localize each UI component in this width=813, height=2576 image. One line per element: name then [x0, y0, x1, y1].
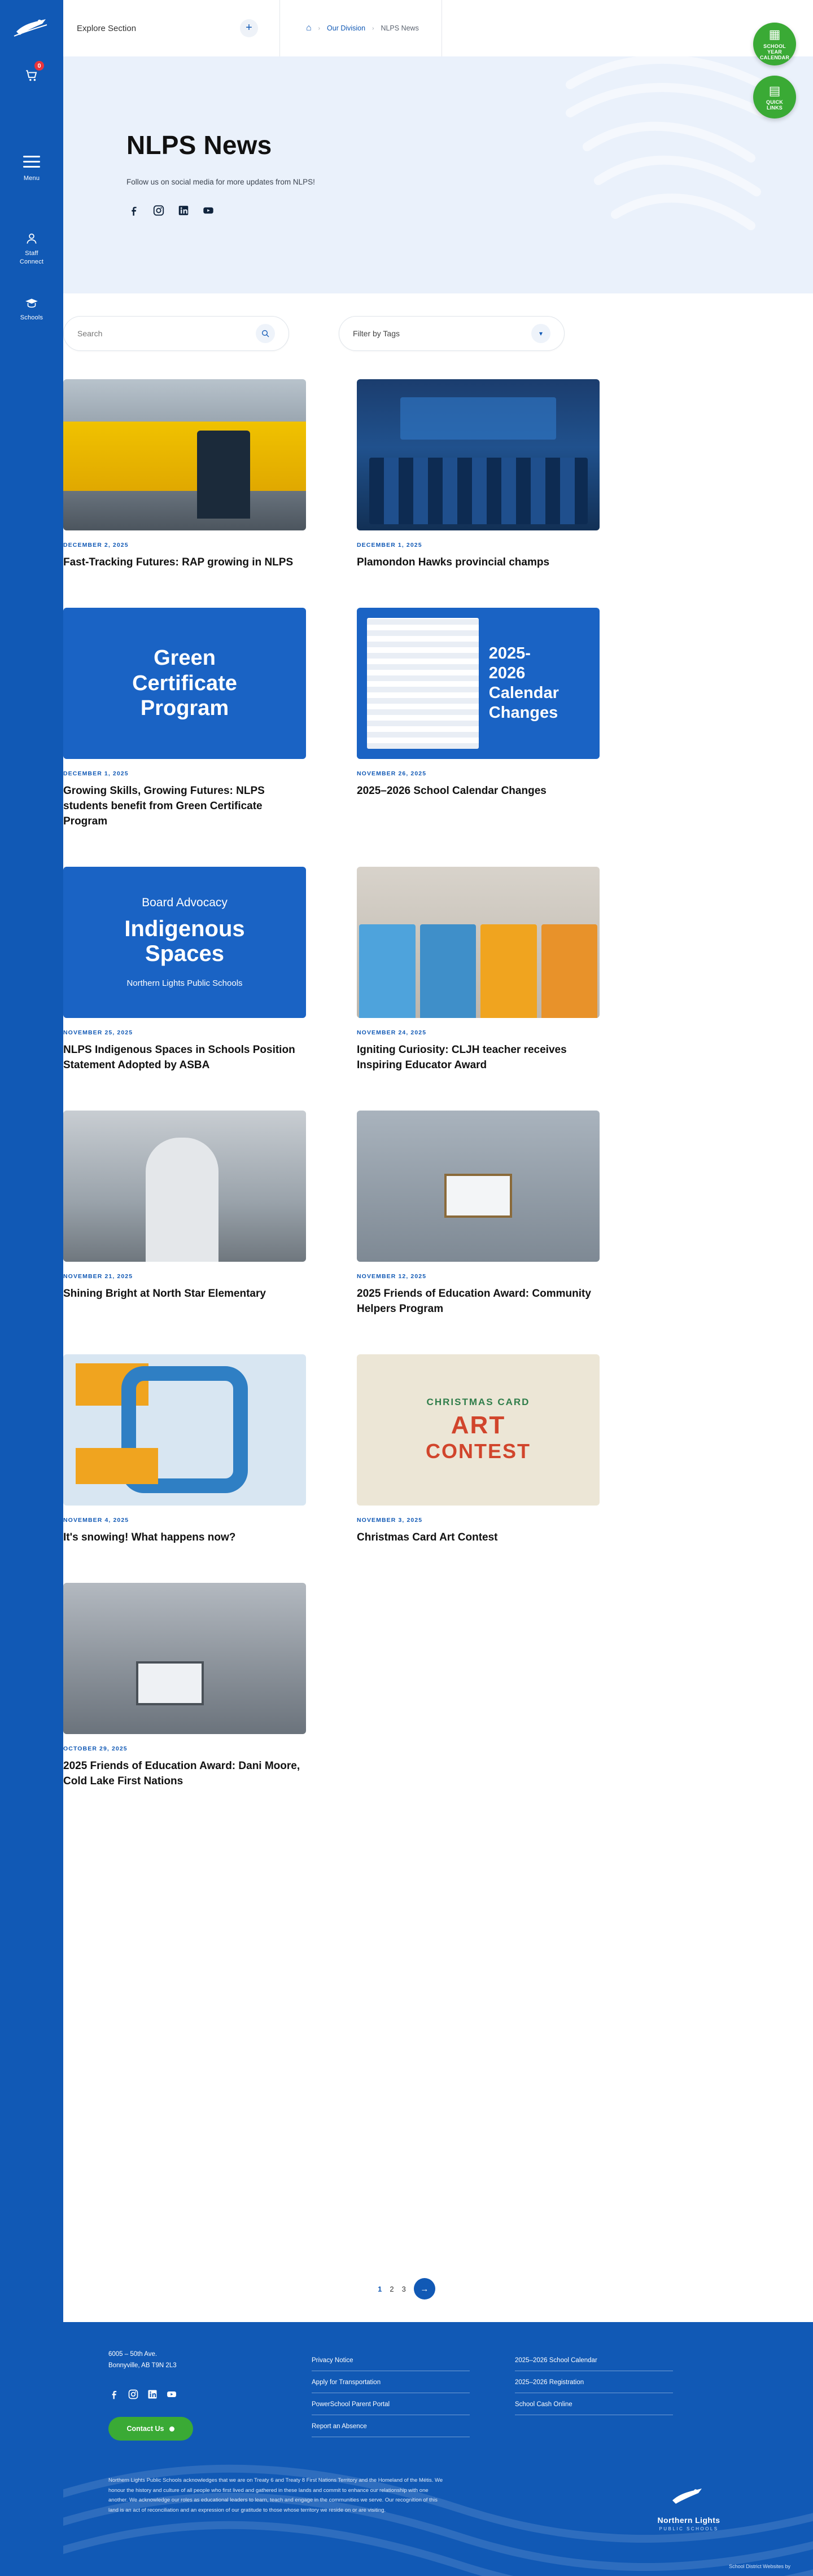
cart-button[interactable] — [19, 63, 44, 88]
staff-connect-label-2: Connect — [19, 258, 44, 265]
footer-link-empty — [515, 2415, 673, 2437]
youtube-icon[interactable] — [201, 203, 216, 218]
search-icon[interactable] — [256, 324, 275, 343]
filter-by-tags-dropdown[interactable] — [339, 316, 565, 351]
school-year-calendar-button[interactable] — [753, 23, 796, 65]
news-title[interactable]: Shining Bright at North Star Elementary — [63, 1287, 266, 1300]
chevron-down-icon[interactable]: ▾ — [531, 324, 550, 343]
news-grid — [63, 379, 750, 1789]
thumbnail-text: Indigenous Spaces — [124, 916, 245, 967]
search-box[interactable] — [63, 316, 289, 351]
breadcrumb-division[interactable]: Our Division — [327, 24, 366, 32]
news-date: NOVEMBER 24, 2025 — [357, 1029, 427, 1036]
calendar-icon: ▦ — [768, 27, 781, 42]
news-date: NOVEMBER 25, 2025 — [63, 1029, 133, 1036]
news-card[interactable] — [357, 608, 600, 830]
linkedin-icon[interactable] — [176, 203, 191, 218]
news-thumbnail[interactable] — [63, 1354, 306, 1506]
news-date: NOVEMBER 3, 2025 — [357, 1516, 423, 1524]
news-card[interactable] — [357, 1111, 600, 1317]
footer-link-school-calendar[interactable]: 2025–2026 School Calendar — [515, 2349, 673, 2371]
news-date: NOVEMBER 21, 2025 — [63, 1272, 133, 1280]
cart-icon — [24, 68, 39, 83]
news-card[interactable] — [63, 1354, 306, 1546]
thumbnail-kicker: CHRISTMAS CARD — [426, 1396, 530, 1407]
news-card[interactable] — [63, 608, 306, 830]
news-date: NOVEMBER 4, 2025 — [63, 1516, 129, 1524]
thumbnail-text: 2025- 2026 Calendar Changes — [488, 644, 559, 722]
cart-badge: 0 — [34, 61, 44, 71]
news-date: NOVEMBER 26, 2025 — [357, 770, 427, 777]
news-title[interactable]: It's snowing! What happens now? — [63, 1531, 236, 1543]
home-icon[interactable]: ⌂ — [306, 23, 312, 33]
news-card[interactable] — [357, 867, 600, 1073]
hero-subtitle: Follow us on social media for more updates from NLPS! — [126, 178, 315, 186]
news-date: DECEMBER 2, 2025 — [63, 542, 129, 548]
footer-address — [108, 2349, 177, 2371]
footer-social-links — [108, 2389, 177, 2403]
quick-links-button[interactable] — [753, 76, 796, 119]
sidebar-item-schools[interactable] — [20, 296, 43, 322]
news-card[interactable] — [63, 379, 306, 571]
breadcrumb-separator: › — [372, 25, 374, 32]
contact-us-label: Contact Us — [126, 2425, 164, 2433]
thumbnail-text: Green Certificate Program — [132, 646, 237, 721]
footer-links — [312, 2349, 741, 2437]
news-thumbnail[interactable] — [357, 1111, 600, 1262]
thumbnail-footer: Northern Lights Public Schools — [126, 978, 243, 989]
fab-label-line2: LINKS — [767, 105, 783, 111]
breadcrumb-current: NLPS News — [381, 24, 419, 32]
news-date: DECEMBER 1, 2025 — [63, 770, 129, 777]
address-line-2: Bonnyville, AB T9N 2L3 — [108, 2362, 177, 2369]
footer-link-report-absence[interactable]: Report an Absence — [312, 2415, 470, 2437]
menu-label: Menu — [23, 175, 40, 182]
schools-label: Schools — [20, 314, 43, 321]
instagram-icon[interactable] — [151, 203, 166, 218]
footer-link-powerschool-parent-portal[interactable]: PowerSchool Parent Portal — [312, 2393, 470, 2415]
news-card[interactable] — [357, 379, 600, 571]
nlps-logo[interactable] — [12, 15, 51, 42]
explore-section-label: Explore Section — [77, 23, 137, 33]
news-title[interactable]: 2025 Friends of Education Award: Community Helpers Program — [357, 1287, 591, 1315]
explore-section-dropdown[interactable] — [77, 0, 280, 56]
breadcrumb — [306, 0, 442, 56]
news-thumbnail[interactable] — [357, 1354, 600, 1506]
news-thumbnail[interactable] — [63, 1583, 306, 1734]
news-title[interactable]: 2025–2026 School Calendar Changes — [357, 784, 547, 797]
news-thumbnail[interactable] — [63, 608, 306, 759]
news-card[interactable] — [63, 1583, 306, 1789]
left-rail — [0, 0, 63, 2576]
footer-logo-subtitle: PUBLIC SCHOOLS — [659, 2526, 719, 2531]
site-footer — [63, 2322, 813, 2576]
page-title: NLPS News — [126, 130, 272, 160]
news-title[interactable]: Igniting Curiosity: CLJH teacher receives Inspiring Educator Award — [357, 1043, 567, 1071]
breadcrumb-separator: › — [318, 25, 321, 32]
news-date: NOVEMBER 12, 2025 — [357, 1272, 427, 1280]
footer-credit[interactable]: School District Websites by — [729, 2564, 790, 2569]
fab-label-line1: QUICK — [766, 99, 783, 105]
decorative-letters — [357, 924, 600, 1018]
contact-us-button[interactable] — [108, 2417, 193, 2441]
logo-mark-icon — [12, 15, 51, 42]
page-2-button[interactable]: 2 — [390, 2284, 394, 2293]
plus-icon[interactable]: + — [240, 19, 258, 37]
news-date: DECEMBER 1, 2025 — [357, 542, 422, 548]
arrow-dot-icon — [169, 2426, 174, 2432]
footer-logo — [638, 2486, 740, 2531]
fab-label-line2: YEAR CALENDAR — [759, 49, 790, 61]
footer-link-apply-transportation[interactable]: Apply for Transportation — [312, 2371, 470, 2393]
youtube-icon[interactable] — [166, 2389, 177, 2403]
news-title[interactable]: Growing Skills, Growing Futures: NLPS students benefit from Green Certificate Program — [63, 784, 265, 827]
address-line-1: 6005 – 50th Ave. — [108, 2351, 158, 2358]
news-thumbnail[interactable] — [63, 1111, 306, 1262]
news-card[interactable] — [63, 1111, 306, 1317]
page-3-button[interactable]: 3 — [401, 2284, 406, 2293]
news-thumbnail[interactable] — [357, 608, 600, 759]
thumbnail-kicker: Board Advocacy — [142, 896, 228, 910]
search-input[interactable] — [77, 329, 256, 338]
footer-logo-title: Northern Lights — [657, 2516, 720, 2525]
floating-action-buttons — [753, 23, 796, 129]
news-thumbnail[interactable] — [63, 379, 306, 530]
pagination — [0, 2278, 813, 2299]
news-title[interactable]: Plamondon Hawks provincial champs — [357, 556, 550, 568]
page-1-button[interactable]: 1 — [378, 2284, 382, 2293]
graduation-cap-icon — [24, 296, 40, 310]
news-card[interactable] — [63, 867, 306, 1073]
news-card[interactable] — [357, 1354, 600, 1546]
news-title[interactable]: Christmas Card Art Contest — [357, 1531, 498, 1543]
news-date: OCTOBER 29, 2025 — [63, 1745, 128, 1752]
land-acknowledgement: Northern Lights Public Schools acknowledges that we are on Treaty 6 and Treaty 8 First Nations Territory and the Homeland of the Métis. We honour the history and culture of all people who first lived and gathered in these lands and commit to enhance our relationship with one another. We acknowledge our roles as educational leaders to learn, teach and engage in the communities we serve. Our recognition of this land is an act of reconciliation and an expression of our gratitude to those whose territory we reside on or are visiting. — [108, 2477, 443, 2513]
hero-social-links — [126, 203, 315, 218]
thumbnail-subtext: CONTEST — [425, 1439, 531, 1463]
menu-button[interactable] — [23, 156, 40, 182]
news-title[interactable]: 2025 Friends of Education Award: Dani Moore, Cold Lake First Nations — [63, 1759, 300, 1787]
news-title[interactable]: Fast-Tracking Futures: RAP growing in NLPS — [63, 556, 294, 568]
footer-link-school-cash-online[interactable]: School Cash Online — [515, 2393, 673, 2415]
grid-icon: ▤ — [768, 83, 781, 98]
footer-link-privacy-notice[interactable]: Privacy Notice — [312, 2349, 470, 2371]
news-controls — [63, 316, 750, 351]
facebook-icon[interactable] — [108, 2389, 120, 2403]
top-bar — [63, 0, 813, 56]
hamburger-icon — [23, 156, 40, 171]
thumbnail-text: ART — [451, 1411, 506, 1439]
news-thumbnail[interactable] — [357, 379, 600, 530]
filter-label: Filter by Tags — [353, 329, 400, 338]
calendar-image — [367, 618, 479, 749]
logo-mark-icon — [669, 2486, 709, 2508]
fab-label-line1: SCHOOL — [763, 43, 786, 49]
next-page-button[interactable]: → — [414, 2278, 435, 2299]
linkedin-icon[interactable] — [147, 2389, 158, 2403]
staff-connect-label-1: Staff — [25, 250, 38, 257]
news-thumbnail[interactable] — [63, 867, 306, 1018]
instagram-icon[interactable] — [128, 2389, 139, 2403]
decorative-shape — [76, 1448, 158, 1484]
user-icon — [24, 231, 39, 246]
news-thumbnail[interactable] — [357, 867, 600, 1018]
facebook-icon[interactable] — [126, 203, 141, 218]
footer-link-registration[interactable]: 2025–2026 Registration — [515, 2371, 673, 2393]
sidebar-item-staff-connect[interactable] — [20, 231, 43, 266]
news-title[interactable]: NLPS Indigenous Spaces in Schools Position Statement Adopted by ASBA — [63, 1043, 295, 1071]
